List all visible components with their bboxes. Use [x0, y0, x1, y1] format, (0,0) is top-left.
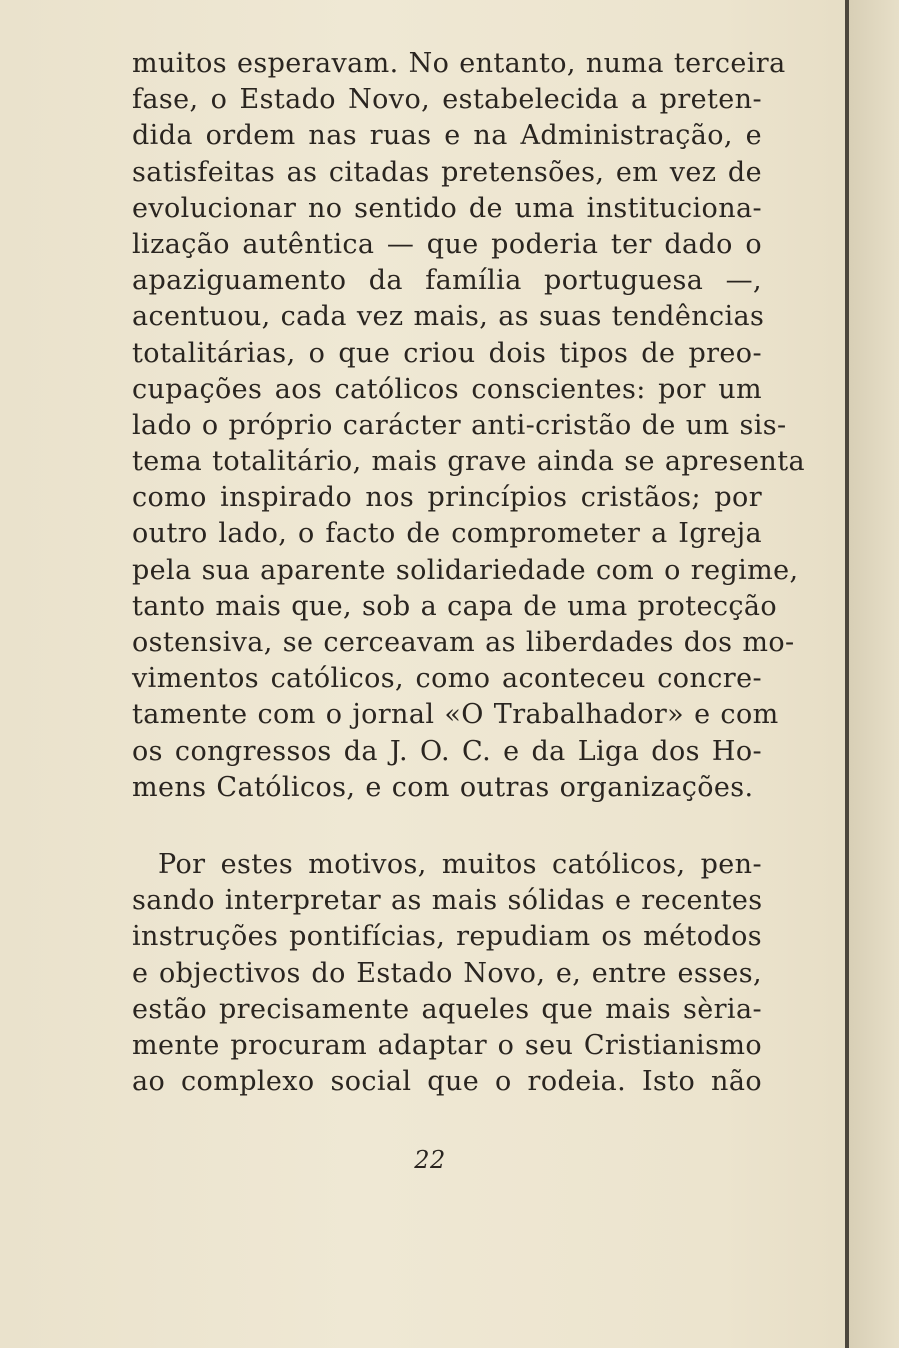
text-line: totalitárias, o que criou dois tipos de preo- [132, 337, 762, 369]
paragraph-1 [132, 46, 805, 806]
text-line: instruções pontifícias, repudiam os métodos [132, 921, 762, 953]
text-line: mens Católicos, e com outras organizações. [132, 771, 754, 803]
text-line: tanto mais que, sob a capa de uma protecção [132, 590, 778, 622]
text-line: tamente com o jornal «O Trabalhador» e com [132, 699, 779, 731]
text-line: ostensiva, se cerceavam as liberdades dos mo- [132, 627, 795, 658]
text-line: como inspirado nos princípios cristãos; por [132, 482, 762, 514]
text-line: e objectivos do Estado Novo, e, entre esses, [132, 957, 762, 989]
text-line: pela sua aparente solidariedade com o regime, [132, 554, 799, 586]
paragraph-2 [132, 847, 762, 1100]
text-line: satisfeitas as citadas pretensões, em vez de [132, 156, 762, 188]
text-line: Por estes motivos, muitos católicos, pen- [158, 848, 762, 880]
text-line: vimentos católicos, como aconteceu concre- [132, 663, 762, 695]
text-line: evolucionar no sentido de uma instituciona- [132, 192, 762, 224]
text-line: lado o próprio carácter anti-cristão de um sis- [132, 409, 787, 441]
text-line: lização autêntica — que poderia ter dado o [132, 228, 762, 260]
text-line: dida ordem nas ruas e na Administração, e [132, 120, 762, 152]
text-line: sando interpretar as mais sólidas e recentes [132, 885, 763, 917]
text-line: os congressos da J. O. C. e da Liga dos Ho- [132, 735, 762, 767]
text-line: apaziguamento da família portuguesa —, [132, 265, 762, 297]
body-text [132, 46, 805, 1100]
text-line: acentuou, cada vez mais, as suas tendências [132, 301, 765, 333]
text-line: mente procuram adaptar o seu Cristianismo [132, 1029, 762, 1061]
text-line: tema totalitário, mais grave ainda se apresenta [132, 446, 805, 478]
text-line: ao complexo social que o rodeia. Isto não [132, 1066, 762, 1098]
page-number: 22 [414, 1146, 446, 1174]
text-line: muitos esperavam. No entanto, numa terceira [132, 48, 786, 79]
text-line: cupações aos católicos conscientes: por um [132, 373, 762, 405]
text-line: fase, o Estado Novo, estabelecida a preten- [132, 84, 762, 116]
text-line: estão precisamente aqueles que mais sèria- [132, 993, 762, 1025]
text-line: outro lado, o facto de comprometer a Igreja [132, 518, 762, 550]
